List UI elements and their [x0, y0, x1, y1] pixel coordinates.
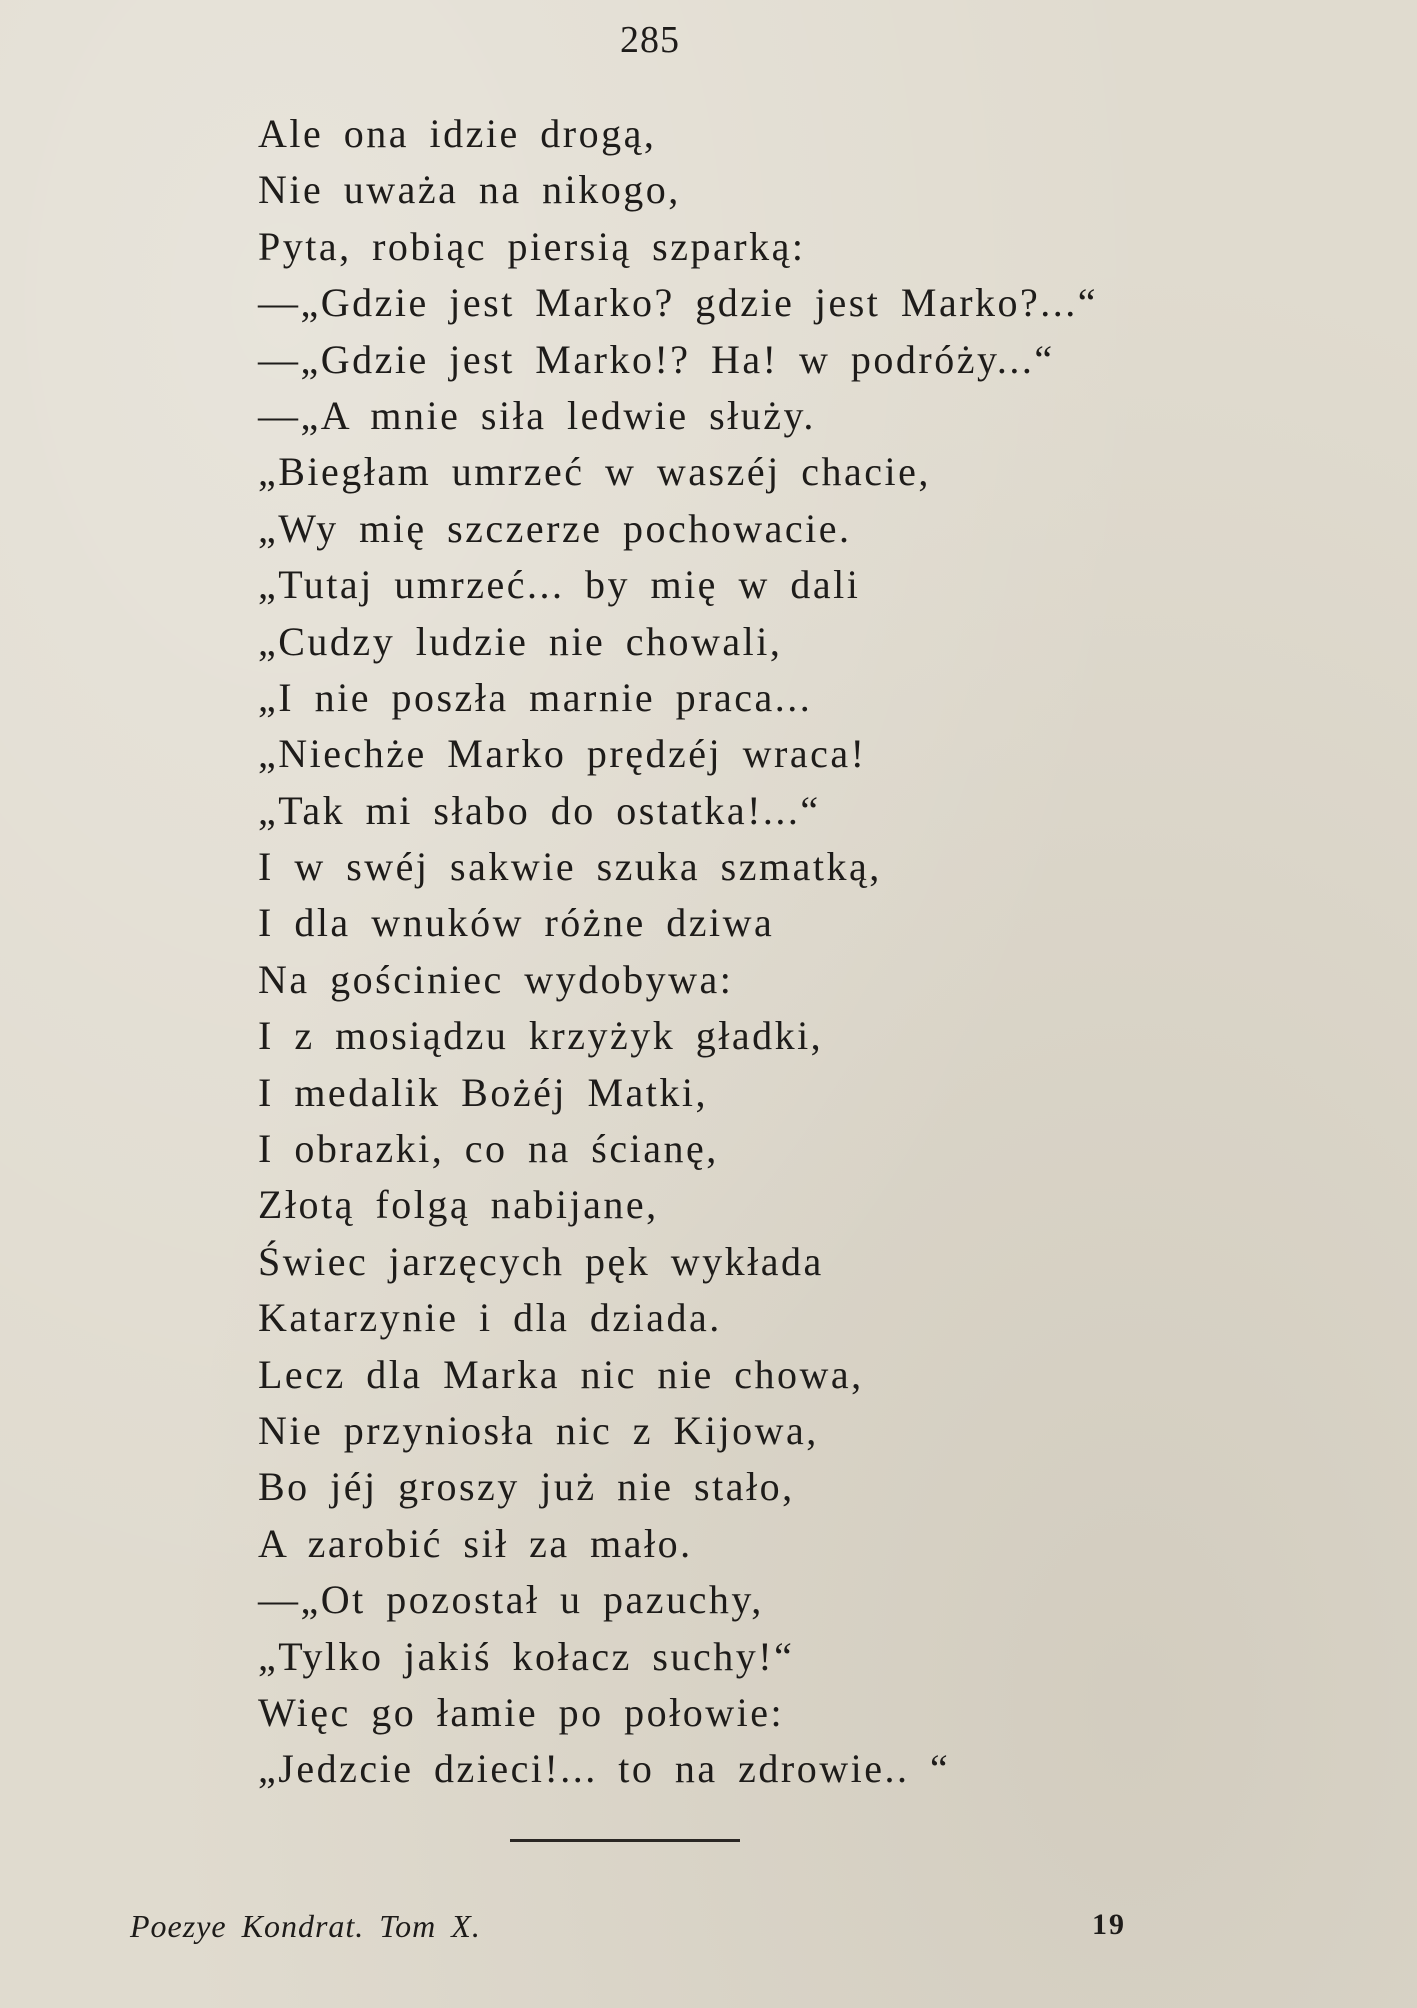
poem-line: —„Gdzie jest Marko? gdzie jest Marko?...“ [258, 280, 1099, 326]
poem-line: Na gościniec wydobywa: [258, 956, 734, 1002]
poem-line: A zarobić sił za mało. [258, 1520, 693, 1566]
poem-line: —„Ot pozostał u pazuchy, [258, 1577, 764, 1623]
poem-line: „Jedzcie dzieci!... to na zdrowie.. “ [258, 1746, 951, 1792]
poem-text [258, 106, 1378, 1798]
poem-line: „Cudzy ludzie nie chowali, [258, 618, 783, 664]
poem-line: „Biegłam umrzeć w waszéj chacie, [258, 449, 931, 495]
poem-line: „Niechże Marko prędzéj wraca! [258, 731, 867, 777]
poem-line: —„Gdzie jest Marko!? Ha! w podróży...“ [258, 336, 1055, 382]
poem-line: I z mosiądzu krzyżyk gładki, [258, 1013, 824, 1059]
poem-line: „Tak mi słabo do ostatka!...“ [258, 787, 821, 833]
page-number: 285 [620, 19, 680, 61]
poem-line: Ale ona idzie drogą, [258, 111, 657, 156]
poem-line: Katarzynie i dla dziada. [258, 1295, 722, 1341]
sheet-number: 19 [1092, 1908, 1126, 1941]
end-rule [510, 1839, 740, 1842]
poem-line: „Tylko jakiś kołacz suchy!“ [258, 1633, 795, 1679]
poem-line: „Tutaj umrzeć... by mię w dali [258, 562, 861, 608]
footer-signature: Poezye Kondrat. Tom X. [130, 1908, 481, 1944]
poem-line: Nie uważa na nikogo, [258, 167, 681, 213]
poem-line: —„A mnie siła ledwie służy. [258, 392, 816, 438]
poem-line: „Wy mię szczerze pochowacie. [258, 505, 852, 551]
poem-line: I w swéj sakwie szuka szmatką, [258, 844, 882, 890]
poem-line: Złotą folgą nabijane, [258, 1182, 659, 1228]
poem-line: Pyta, robiąc piersią szparką: [258, 223, 806, 269]
poem-line: Bo jéj groszy już nie stało, [258, 1464, 795, 1510]
poem-line: Nie przyniosła nic z Kijowa, [258, 1407, 819, 1453]
poem-line: I medalik Bożéj Matki, [258, 1069, 709, 1115]
poem-line: I dla wnuków różne dziwa [258, 900, 775, 946]
poem-line: „I nie poszła marnie praca... [258, 674, 813, 720]
poem-line: Więc go łamie po połowie: [258, 1689, 785, 1735]
poem-line: Lecz dla Marka nic nie chowa, [258, 1351, 864, 1397]
poem-line: I obrazki, co na ścianę, [258, 1126, 719, 1172]
poem-line: Świec jarzęcych pęk wykłada [258, 1238, 824, 1284]
